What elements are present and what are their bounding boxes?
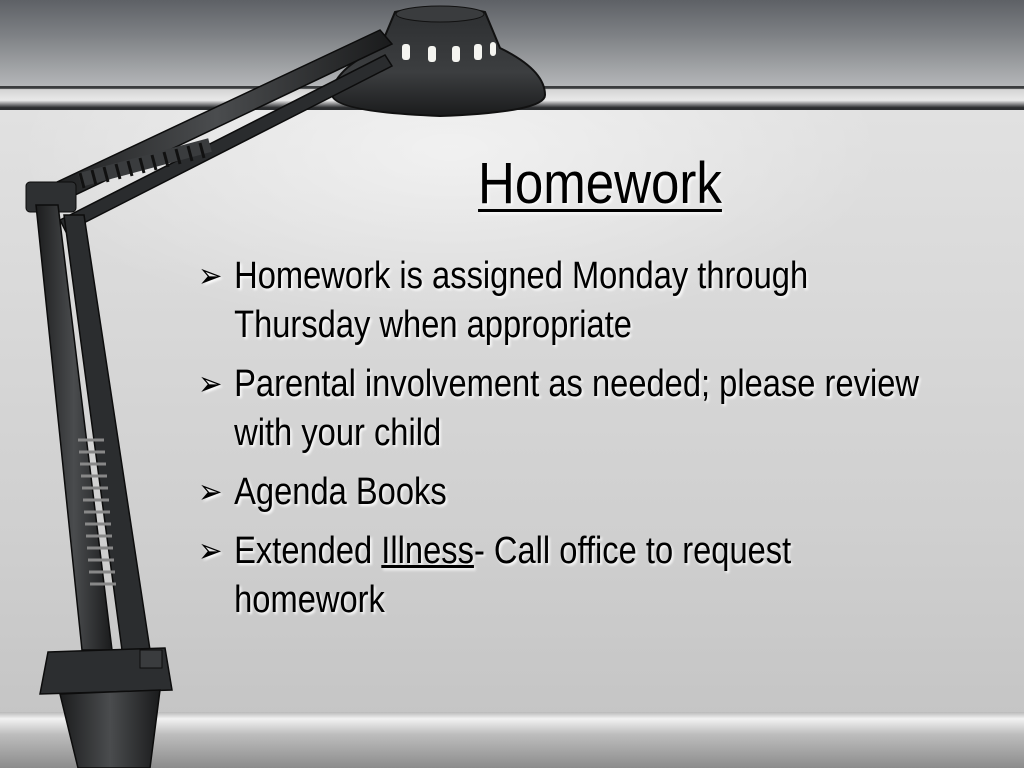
bullet-text-underlined: Illness [381,530,474,572]
arrow-bullet-icon: ➢ [198,473,223,511]
bullet-item [198,468,939,517]
slide-title: Homework [478,151,722,216]
bullet-list [198,252,998,635]
bullet-text: Agenda Books [234,471,447,513]
bullet-item [198,527,939,625]
bullet-text: Homework is assigned Monday through Thursday when appropriate [234,255,809,346]
arrow-bullet-icon: ➢ [198,365,223,403]
arrow-bullet-icon: ➢ [198,532,223,570]
bullet-text-suffix: - Call office to request homework [234,530,792,621]
bullet-item [198,360,939,458]
arrow-bullet-icon: ➢ [198,257,223,295]
bullet-item [198,252,939,350]
bullet-text: Parental involvement as needed; please review with your child [234,363,920,454]
bullet-text-prefix: Extended [234,530,382,572]
